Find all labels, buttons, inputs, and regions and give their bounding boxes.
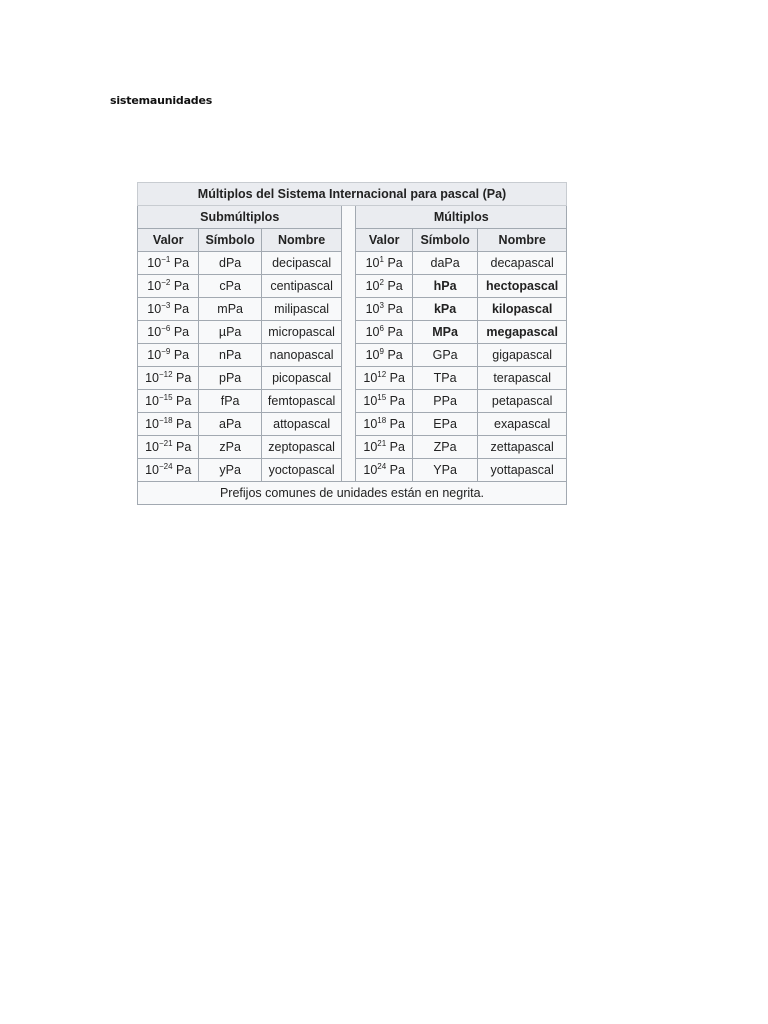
- value-unit: Pa: [387, 325, 403, 339]
- mul-symbol-cell: GPa: [412, 344, 477, 367]
- mul-value-cell: [356, 459, 412, 482]
- value-base: 10: [365, 325, 380, 339]
- mul-symbol-cell: hPa: [412, 275, 477, 298]
- column-gap: [342, 367, 356, 390]
- mul-symbol-header: Símbolo: [412, 229, 477, 252]
- value-exponent: 18: [377, 416, 387, 425]
- sub-name-cell: zeptopascal: [261, 436, 342, 459]
- multiples-header: Múltiplos: [356, 206, 567, 229]
- column-gap: [342, 413, 356, 436]
- value-base: 10: [363, 463, 378, 477]
- mul-name-cell: petapascal: [478, 390, 567, 413]
- table-row: [138, 275, 567, 298]
- column-gap: [342, 229, 356, 252]
- value-base: 10: [363, 417, 378, 431]
- group-header-row: [138, 206, 567, 229]
- submultiples-header: Submúltiplos: [138, 206, 342, 229]
- table-row: [138, 321, 567, 344]
- value-exponent: −3: [161, 301, 171, 310]
- table-row: [138, 298, 567, 321]
- column-gap: [342, 206, 356, 229]
- mul-symbol-cell: TPa: [412, 367, 477, 390]
- mul-name-cell: hectopascal: [478, 275, 567, 298]
- column-header-row: [138, 229, 567, 252]
- sub-symbol-cell: mPa: [199, 298, 261, 321]
- si-multiples-table: [137, 182, 567, 505]
- value-unit: Pa: [387, 348, 403, 362]
- sub-symbol-cell: dPa: [199, 252, 261, 275]
- table-row: [138, 367, 567, 390]
- mul-name-cell: decapascal: [478, 252, 567, 275]
- document-label: sistemaunidades: [110, 94, 213, 107]
- mul-value-cell: [356, 321, 412, 344]
- sub-value-cell: [138, 252, 199, 275]
- sub-name-cell: decipascal: [261, 252, 342, 275]
- table-row: [138, 252, 567, 275]
- column-gap: [342, 321, 356, 344]
- value-base: 10: [147, 348, 162, 362]
- value-base: 10: [365, 348, 380, 362]
- value-exponent: −6: [161, 324, 171, 333]
- footer-row: [138, 482, 567, 505]
- mul-value-cell: [356, 344, 412, 367]
- value-unit: Pa: [173, 279, 190, 293]
- value-unit: Pa: [389, 463, 405, 477]
- value-unit: Pa: [176, 440, 192, 454]
- mul-symbol-cell: YPa: [412, 459, 477, 482]
- table-caption: Múltiplos del Sistema Internacional para pascal (Pa): [138, 183, 567, 206]
- value-exponent: 24: [377, 462, 387, 471]
- value-exponent: −18: [158, 416, 173, 425]
- mul-symbol-cell: PPa: [412, 390, 477, 413]
- value-exponent: −2: [161, 278, 171, 287]
- value-base: 10: [363, 394, 378, 408]
- mul-value-cell: [356, 367, 412, 390]
- sub-name-cell: centipascal: [261, 275, 342, 298]
- mul-name-cell: yottapascal: [478, 459, 567, 482]
- table-row: [138, 413, 567, 436]
- table-row: [138, 390, 567, 413]
- mul-value-header: Valor: [356, 229, 412, 252]
- column-gap: [342, 275, 356, 298]
- mul-value-cell: [356, 390, 412, 413]
- value-exponent: 1: [379, 255, 384, 264]
- value-base: 10: [147, 279, 162, 293]
- sub-name-header: Nombre: [261, 229, 342, 252]
- sub-name-cell: picopascal: [261, 367, 342, 390]
- value-base: 10: [145, 463, 159, 477]
- value-exponent: −15: [158, 393, 173, 402]
- caption-row: [138, 183, 567, 206]
- sub-symbol-cell: cPa: [199, 275, 261, 298]
- sub-value-cell: [138, 436, 199, 459]
- value-unit: Pa: [176, 417, 192, 431]
- value-unit: Pa: [389, 394, 405, 408]
- column-gap: [342, 298, 356, 321]
- column-gap: [342, 436, 356, 459]
- mul-name-cell: exapascal: [478, 413, 567, 436]
- value-base: 10: [147, 256, 162, 270]
- sub-name-cell: attopascal: [261, 413, 342, 436]
- value-exponent: 6: [379, 324, 384, 333]
- sub-symbol-cell: yPa: [199, 459, 261, 482]
- value-base: 10: [147, 325, 162, 339]
- mul-value-cell: [356, 252, 412, 275]
- value-unit: Pa: [176, 394, 192, 408]
- value-unit: Pa: [176, 371, 192, 385]
- sub-value-cell: [138, 298, 199, 321]
- value-unit: Pa: [387, 256, 403, 270]
- sub-value-cell: [138, 321, 199, 344]
- sub-name-cell: nanopascal: [261, 344, 342, 367]
- value-exponent: −12: [158, 370, 173, 379]
- mul-symbol-cell: daPa: [412, 252, 477, 275]
- sub-symbol-cell: zPa: [199, 436, 261, 459]
- mul-name-header: Nombre: [478, 229, 567, 252]
- mul-name-cell: megapascal: [478, 321, 567, 344]
- mul-name-cell: terapascal: [478, 367, 567, 390]
- value-base: 10: [365, 256, 380, 270]
- value-base: 10: [365, 279, 380, 293]
- value-unit: Pa: [389, 417, 405, 431]
- value-exponent: −9: [161, 347, 171, 356]
- table-row: [138, 436, 567, 459]
- value-exponent: 9: [379, 347, 384, 356]
- sub-value-cell: [138, 275, 199, 298]
- value-unit: Pa: [173, 302, 190, 316]
- value-exponent: 3: [379, 301, 384, 310]
- value-base: 10: [363, 440, 378, 454]
- value-exponent: −1: [161, 255, 171, 264]
- mul-symbol-cell: ZPa: [412, 436, 477, 459]
- value-base: 10: [363, 371, 378, 385]
- mul-value-cell: [356, 298, 412, 321]
- mul-name-cell: zettapascal: [478, 436, 567, 459]
- value-base: 10: [145, 417, 159, 431]
- value-base: 10: [145, 440, 159, 454]
- value-exponent: 15: [377, 393, 387, 402]
- value-exponent: −21: [158, 439, 173, 448]
- sub-value-cell: [138, 390, 199, 413]
- column-gap: [342, 459, 356, 482]
- sub-symbol-cell: pPa: [199, 367, 261, 390]
- sub-symbol-header: Símbolo: [199, 229, 261, 252]
- mul-name-cell: kilopascal: [478, 298, 567, 321]
- sub-symbol-cell: aPa: [199, 413, 261, 436]
- value-unit: Pa: [173, 325, 190, 339]
- value-base: 10: [365, 302, 380, 316]
- table-row: [138, 344, 567, 367]
- sub-value-cell: [138, 413, 199, 436]
- value-unit: Pa: [173, 256, 190, 270]
- sub-value-cell: [138, 344, 199, 367]
- sub-name-cell: yoctopascal: [261, 459, 342, 482]
- sub-value-cell: [138, 459, 199, 482]
- sub-name-cell: micropascal: [261, 321, 342, 344]
- mul-value-cell: [356, 413, 412, 436]
- sub-name-cell: femtopascal: [261, 390, 342, 413]
- value-exponent: −24: [158, 462, 173, 471]
- value-base: 10: [145, 394, 159, 408]
- sub-symbol-cell: µPa: [199, 321, 261, 344]
- value-unit: Pa: [389, 371, 405, 385]
- mul-value-cell: [356, 436, 412, 459]
- value-exponent: 2: [379, 278, 384, 287]
- value-unit: Pa: [387, 302, 403, 316]
- sub-symbol-cell: nPa: [199, 344, 261, 367]
- table-footer-note: Prefijos comunes de unidades están en negrita.: [138, 482, 567, 505]
- value-exponent: 12: [377, 370, 387, 379]
- sub-name-cell: milipascal: [261, 298, 342, 321]
- column-gap: [342, 390, 356, 413]
- value-unit: Pa: [173, 348, 190, 362]
- mul-symbol-cell: EPa: [412, 413, 477, 436]
- value-exponent: 21: [377, 439, 387, 448]
- mul-symbol-cell: kPa: [412, 298, 477, 321]
- value-unit: Pa: [387, 279, 403, 293]
- mul-symbol-cell: MPa: [412, 321, 477, 344]
- table-body: [138, 252, 567, 482]
- mul-value-cell: [356, 275, 412, 298]
- column-gap: [342, 344, 356, 367]
- mul-name-cell: gigapascal: [478, 344, 567, 367]
- table-row: [138, 459, 567, 482]
- value-base: 10: [147, 302, 162, 316]
- sub-value-header: Valor: [138, 229, 199, 252]
- value-unit: Pa: [389, 440, 405, 454]
- value-unit: Pa: [176, 463, 192, 477]
- column-gap: [342, 252, 356, 275]
- value-base: 10: [145, 371, 159, 385]
- sub-symbol-cell: fPa: [199, 390, 261, 413]
- sub-value-cell: [138, 367, 199, 390]
